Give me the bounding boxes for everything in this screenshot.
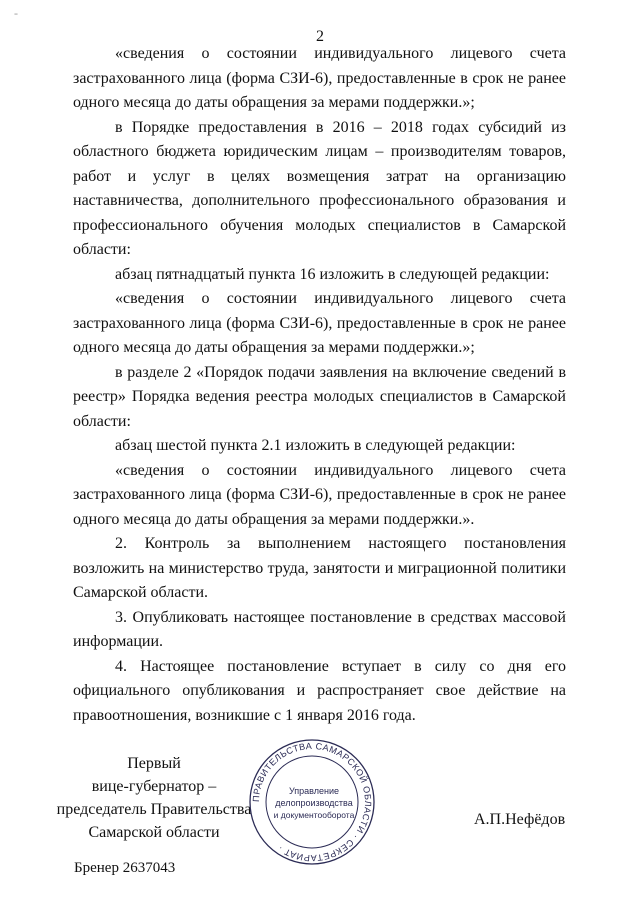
executor-contact: Бренер 2637043 [74,860,176,876]
signatory-title-line: Самарской области [88,824,220,841]
document-body [73,42,566,728]
paragraph: 2. Контроль за выполнением настоящего постановления возложить на министерство труда, занятости и миграционной политики Самарской области. [73,535,566,601]
paragraph: в Порядке предоставления в 2016 – 2018 годах субсидий из областного бюджета юридическим лицам – производителям товаров, работ и услуг в целях возмещения затрат на организацию наставничества, дополнительного профессионального образования и профессионального обучения молодых специалистов в Самарской области: [73,118,566,258]
seal-inner-line: делопроизводства [275,798,353,808]
paragraph: в разделе 2 «Порядок подачи заявления на включение сведений в реестр» Порядка ведения реестра молодых специалистов в Самарской области: [73,363,566,430]
signatory-title-line: председатель Правительства [56,801,252,818]
paragraph: абзац шестой пункта 2.1 изложить в следующей редакции: [115,437,516,454]
signatory-name: А.П.Нефёдов [474,811,566,828]
scan-mark: - [14,6,18,20]
signatory-title-line: Первый [127,755,181,772]
paragraph: 4. Настоящее постановление вступает в силу со дня его официального опубликования и распространяет свое действие на правоотношения, возникшие с 1 января 2016 года. [73,657,566,724]
paragraph: абзац пятнадцатый пункта 16 изложить в следующей редакции: [115,265,550,283]
official-seal-stamp [248,738,376,866]
page-number: 2 [316,28,324,45]
paragraph: «сведения о состоянии индивидуального лицевого счета застрахованного лица (форма СЗИ-6), предоставленные в срок не ранее одного месяца до даты обращения за мерами поддержки.». [73,461,566,528]
seal-inner-line: Управление [288,786,340,796]
paragraph: 3. Опубликовать настоящее постановление в средствах массовой информации. [73,608,566,650]
seal-inner-line: и документооборота [273,810,355,820]
seal-outer-text: ПРАВИТЕЛЬСТВА САМАРСКОЙ ОБЛАСТИ · СЕКРЕТАРИАТ · [250,740,374,864]
signatory-title-line: вице-губернатор – [91,778,217,795]
signatory-title [54,752,254,844]
paragraph: «сведения о состоянии индивидуального лицевого счета застрахованного лица (форма СЗИ-6), предоставленные в срок не ранее одного месяца до даты обращения за мерами поддержки.»; [73,290,566,356]
paragraph: «сведения о состоянии индивидуального лицевого счета застрахованного лица (форма СЗИ-6), предоставленные в срок не ранее одного месяца до даты обращения за мерами поддержки.»; [73,45,566,111]
